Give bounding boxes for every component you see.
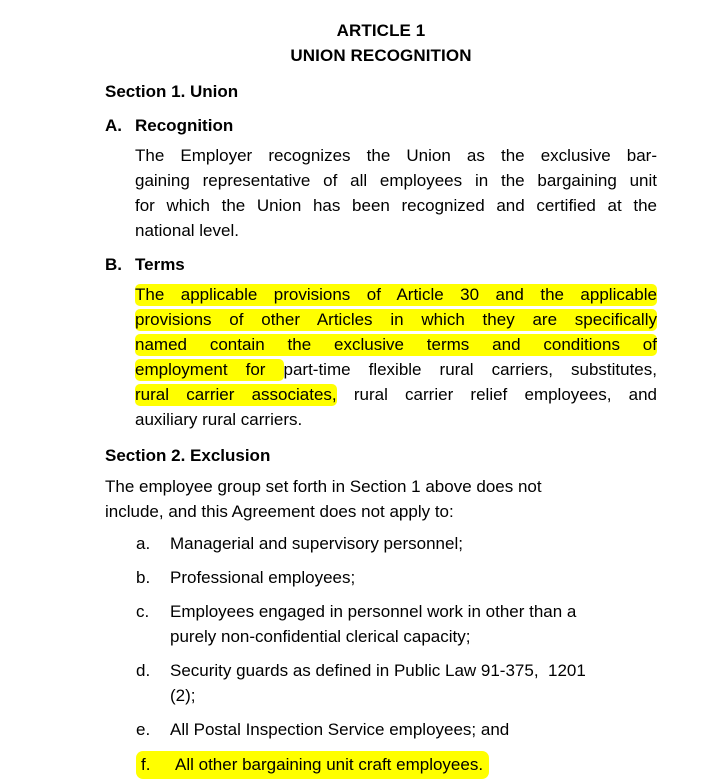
list-item-line: Employees engaged in personnel work in other than a [170,602,577,621]
list-item-line: Security guards as defined in Public Law 91-375, 1201 [170,661,586,680]
list-item-line: Managerial and supervisory personnel; [170,534,463,553]
plain-text: auxiliary rural carriers. [135,410,303,429]
subsection-a-paragraph [135,143,657,243]
list-marker: d. [136,661,151,680]
paragraph-line: national level. [135,221,239,240]
subsection-a-letter: A. [105,116,122,135]
list-item [136,751,657,779]
paragraph-line [135,382,657,407]
subsection-a-heading [105,113,657,138]
highlighted-list-item [136,751,489,779]
title-line-article: ARTICLE 1 [336,21,426,40]
paragraph-line [135,332,657,357]
list-item [136,531,657,556]
subsection-b-label: Terms [135,255,185,274]
list-item [136,565,657,590]
highlighted-text: rural carrier associates, [135,385,337,404]
highlighted-text: employment for [135,360,284,379]
highlighted-text: named contain the exclusive terms and conditions of [135,335,657,354]
paragraph-line: for which the Union has been recognized and certified at the [135,196,657,215]
intro-line: The employee group set forth in Section 1 above does not [105,477,542,496]
paragraph-line [135,307,657,332]
subsection-b-heading [105,252,657,277]
paragraph-line [135,407,657,432]
document-title [105,18,657,68]
plain-text: part-time flexible rural carriers, substitutes, [283,360,657,379]
list-item-line: Professional employees; [170,568,356,587]
title-line-subject: UNION RECOGNITION [290,46,472,65]
paragraph-line: The Employer recognizes the Union as the exclusive bar- [135,146,657,165]
subsection-b-paragraph [135,282,657,432]
highlighted-text: provisions of other Articles in which they are specifically [135,310,657,329]
plain-text: rural carrier relief employees, and [336,385,657,404]
list-item-line: All Postal Inspection Service employees; and [170,720,510,739]
paragraph-line [135,282,657,307]
intro-line: include, and this Agreement does not apply to: [105,502,454,521]
highlighted-text: The applicable provisions of Article 30 and the applicable [135,285,657,304]
list-marker: e. [136,720,151,739]
list-item-line: purely non-confidential clerical capacity; [170,627,471,646]
subsection-b-letter: B. [105,255,122,274]
exclusion-list [136,531,657,779]
list-marker: b. [136,568,151,587]
section-1-heading: Section 1. Union [105,82,239,101]
list-marker: a. [136,534,151,553]
list-item [136,717,657,742]
list-item [136,599,657,649]
section-2-heading: Section 2. Exclusion [105,446,271,465]
section-2-intro [105,474,657,524]
text-column [105,0,657,779]
paragraph-line: gaining representative of all employees in the bargaining unit [135,171,657,190]
list-item [136,658,657,708]
paragraph-line [135,357,657,382]
list-marker: f. [141,755,151,774]
list-marker: c. [136,602,150,621]
subsection-a-label: Recognition [135,116,234,135]
list-item-line: All other bargaining unit craft employees. [175,755,484,774]
list-item-line: (2); [170,686,196,705]
